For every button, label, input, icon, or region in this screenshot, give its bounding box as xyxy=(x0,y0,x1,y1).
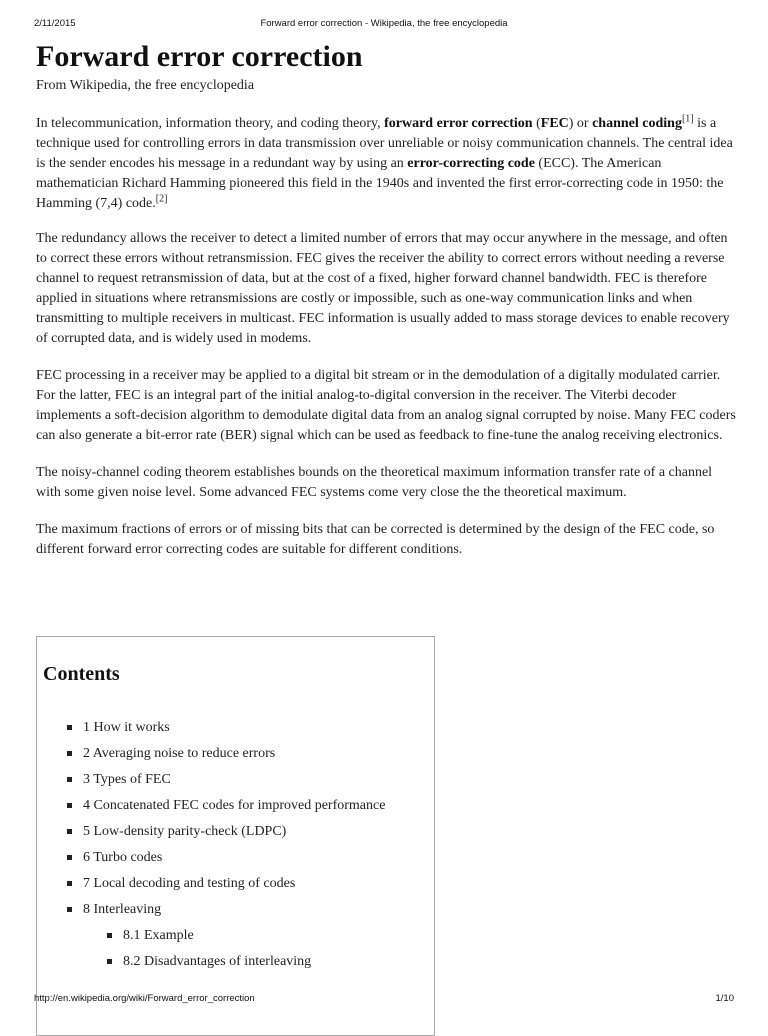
toc-item-label: Low-density parity-check (LDPC) xyxy=(93,824,287,839)
toc-item-1[interactable] xyxy=(65,715,385,741)
term-forward-error-correction: forward error correction xyxy=(384,116,533,131)
bullet-icon xyxy=(67,751,72,756)
bullet-icon xyxy=(67,803,72,808)
bullet-icon xyxy=(107,933,112,938)
bullet-icon xyxy=(67,725,72,730)
toc-title: Contents xyxy=(43,663,120,685)
print-footer xyxy=(34,993,734,1007)
toc-subitem-8-2[interactable] xyxy=(105,949,385,975)
noisy-channel-paragraph: The noisy-channel coding theorem establishes bounds on the theoretical maximum information transfer rate of a channel with some given noise level. Some advanced FEC systems come very close the the theoretical maximum. xyxy=(36,465,713,500)
toc-item-3[interactable] xyxy=(65,767,385,793)
toc-item-number: 5 xyxy=(83,824,90,839)
bullet-icon xyxy=(67,855,72,860)
toc-item-label: Local decoding and testing of codes xyxy=(93,876,296,891)
citation-1-link[interactable]: [1] xyxy=(681,113,694,125)
toc-subitem-8-1[interactable] xyxy=(105,923,385,949)
p1-text-2: ( xyxy=(532,116,541,131)
p1-text-4: is a technique used for controlling errors in data transmission over unreliable or noisy communication channels. The central idea is the sender encodes his message in a redundant way by using an xyxy=(36,116,733,171)
term-fec: FEC xyxy=(540,116,569,131)
toc-item-7[interactable] xyxy=(65,871,385,897)
table-of-contents xyxy=(36,636,435,1036)
toc-item-4[interactable] xyxy=(65,793,385,819)
toc-item-number: 8.1 xyxy=(123,928,141,943)
toc-item-number: 3 xyxy=(83,772,90,787)
print-url: http://en.wikipedia.org/wiki/Forward_error_correction xyxy=(34,993,255,1004)
bullet-icon xyxy=(67,907,72,912)
p1-text-5: (ECC). The American mathematician Richard Hamming pioneered this field in the 1940s and invented the first error-correcting code in 1950: the Hamming (7,4) code. xyxy=(36,156,724,211)
maximum-fractions-paragraph: The maximum fractions of errors or of missing bits that can be corrected is determined by the design of the FEC code, so different forward error correcting codes are suitable for different conditions. xyxy=(36,522,715,557)
article-tagline: From Wikipedia, the free encyclopedia xyxy=(36,78,255,93)
toc-item-number: 4 xyxy=(83,798,90,813)
print-date: 2/11/2015 xyxy=(34,18,76,29)
toc-item-number: 8 xyxy=(83,902,90,917)
toc-item-number: 2 xyxy=(83,746,90,761)
toc-item-number: 1 xyxy=(83,720,90,735)
toc-item-label: How it works xyxy=(93,720,170,735)
toc-list xyxy=(65,715,385,975)
toc-item-number: 6 xyxy=(83,850,90,865)
toc-item-number: 7 xyxy=(83,876,90,891)
print-page-number: 1/10 xyxy=(715,993,734,1004)
intro-paragraph xyxy=(36,114,736,214)
bullet-icon xyxy=(67,777,72,782)
fec-processing-paragraph: FEC processing in a receiver may be applied to a digital bit stream or in the demodulation of a digitally modulated carrier. For the latter, FEC is an integral part of the initial analog-to-digital conversion in the receiver. The Viterbi decoder implements a soft-decision algorithm to demodulate digital data from an analog signal corrupted by noise. Many FEC coders can also generate a bit-error rate (BER) signal which can be used as feedback to fine-tune the analog receiving electronics. xyxy=(36,368,736,443)
toc-item-number: 8.2 xyxy=(123,954,141,969)
toc-item-6[interactable] xyxy=(65,845,385,871)
toc-sublist xyxy=(105,923,385,975)
term-channel-coding: channel coding xyxy=(592,116,682,131)
article-content xyxy=(36,40,736,560)
p1-text-3: ) or xyxy=(568,116,593,131)
toc-item-2[interactable] xyxy=(65,741,385,767)
bullet-icon xyxy=(67,881,72,886)
bullet-icon xyxy=(67,829,72,834)
citation-2-link[interactable]: [2] xyxy=(155,193,168,205)
print-header xyxy=(34,18,734,32)
toc-item-label: Disadvantages of interleaving xyxy=(144,954,312,969)
toc-item-label: Example xyxy=(144,928,194,943)
toc-item-label: Averaging noise to reduce errors xyxy=(92,746,276,761)
toc-item-label: Concatenated FEC codes for improved performance xyxy=(93,798,386,813)
toc-item-label: Turbo codes xyxy=(93,850,163,865)
article-title: Forward error correction xyxy=(36,40,363,73)
print-page-title: Forward error correction - Wikipedia, the free encyclopedia xyxy=(260,18,508,29)
term-error-correcting-code: error-correcting code xyxy=(407,156,535,171)
redundancy-paragraph: The redundancy allows the receiver to detect a limited number of errors that may occur anywhere in the message, and often to correct these errors without retransmission. FEC gives the receiver the ability to correct errors without needing a reverse channel to request retransmission of data, but at the cost of a fixed, higher forward channel bandwidth. FEC is therefore applied in situations where retransmissions are costly or impossible, such as one-way communication links and when transmitting to multiple receivers in multicast. FEC information is usually added to mass storage devices to enable recovery of corrupted data, and is widely used in modems. xyxy=(36,231,730,346)
toc-item-5[interactable] xyxy=(65,819,385,845)
bullet-icon xyxy=(107,959,112,964)
toc-item-label: Types of FEC xyxy=(93,772,171,787)
toc-item-8[interactable] xyxy=(65,897,385,975)
p1-text-1: In telecommunication, information theory, and coding theory, xyxy=(36,116,385,131)
toc-item-label: Interleaving xyxy=(93,902,162,917)
